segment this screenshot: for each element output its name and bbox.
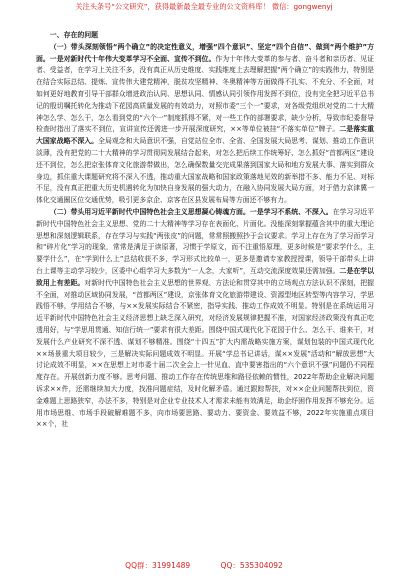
paragraph-1-text-2: 全局观念和大局意识不强，自觉站位全市、全省、全国发展大局思考、谋划、推动工作意识淡薄，没有把党的二十大精神的学习贯彻同发展结合起来，对怎么把后续工作统筹好、怎么抓好“首都两区”建设还不到位，怎么把京张体育文化旅游带做出，怎么确保数量交完成果落到国家大局和地方发展大事、落实到群众身边，抓住重大课题研究将不深入不透，推动重大国家战略和国家政策落地见效的新举措不多、能力不足、对标不足，没有真正把重大历史机遇转化为加快自身发展的强大动力，在融入协同发展大局方面，对于借力京津冀一体化交通圈区位交通优势，吸引更多京企、京客在区县发展布局等方面还不够有力。 xyxy=(36,137,375,205)
paragraph-2-bold: （二）带头用习近平新时代中国特色社会主义思想凝心铸魂方面。一是学习不系统、不深入。 xyxy=(49,207,333,216)
paragraph-2 xyxy=(36,207,374,431)
paragraph-1-bold: （一）带头深刻领悟“两个确立”的决定性意义，增强“四个意识”、坚定“四个自信”、做到“两个维护”方面。一是对新时代十年伟大变革学习不全面、宣传不到位。 xyxy=(36,42,374,63)
paragraph-2-text-2: 对新时代中国特色社会主义思想的世界观、方法论和贯穿其中的立场观点方法认识不深刻，把握不全面，对推动区域协同发展，“首都两区”建设，京张体育文化旅游带建设、资源型地区转型等内容学习，学思践悟不够，学用结合不够，与××发展实际结合不紧密，指导实践、推动工作成效不明显。特别是在系统运用习近平新时代中国特色社会主义经济思想上缺乏深入研究，对经济发展规律把握不准，对国家经济政策没有真正吃透用好，与“学思用贯通、知信行统一”要求有很大差距。围绕中国式现代化下花园于什么、怎么干、谁来干，对发展什么产业研究不深不透、谋划不够精准。围绕“十四五”扩大内需战略实施方案，谋划包装的中国式现代化××场景重大项目较少，三是解决实际问题成效不明显。开展“学总书记讲话，谋××发展”活动和“解放思想”大讨论成效不明显，××在思想上对市委十届二次全会上一针见血、直中要害指出的“六个意识不强”问题仍不同程度存在。开展创新力度不够。思考问题、推动工作存在传统思维和路径依赖的惯性，2022年帮助企业解决问题诉求××件，还需继续加大力度，找准问题症结，及时化解矛盾。通过跟踪帮扶，对××企业问题帮扶到位，资金难题上思路狭窄，办法不多，特别是对企业专业技术人才需求未能有效满足，助企纾困作用发挥不够充分。运用市场思维、市场手段破解难题不多，向市场要思路、要动力、要资金、要效益不够，2022年实施重点项目××个，社 xyxy=(36,278,375,429)
header-banner: 关注头条号“公文研究”，获得最新最全最专业的公文资料库！ 微信：gongwenyj xyxy=(75,2,333,11)
paragraph-1-bold-2: 二是落实重大国家战略不深入。 xyxy=(36,125,375,146)
footer-qq-1: QQ群：31991489 xyxy=(125,561,191,570)
document-body xyxy=(36,30,374,431)
footer-qq-2: QQ：535304092 xyxy=(220,561,283,570)
footer-contact xyxy=(0,561,408,571)
paragraph-2-bold-2: 二是在学以致用上有差距。 xyxy=(36,266,375,287)
paragraph-1-text: 作为十年伟大变革的参与者、奋斗者和亲历者、见证者、受益者，在学习上关注不多，没有真正从历史维度、实践维度上去理解把握“两个确立”的实践伟力，特别是在结合实际总结、提炼、宣传伟大建党精神，脱贫攻坚精神、冬奥精神等方面做得不扎实、不充分、不全面，对如何更好地教育引导干部群众增进政治认同、思想认同、情感认同引领作用发挥不到位，没有完全把习近平总书记的殷切嘱托转化为推动下花园高质量发展的有效动力，对照市委“三个一”要求，对各级党组织对党的二十大精神怎么学、怎么干，怎么看到党的“六个一”制度抓得不紧，对一些工作的部署要求，缺少分析，导致市纪委督导检查时指出了落实不到位，宣讲宣传还需进一步开展深度研究，××等单位被挂“不落实单位”牌子。 xyxy=(36,54,375,134)
paragraph-2-text: 在学习习近平新时代中国特色社会主义思想、党的二十大精神等学习存在表面化、片面化。没能深刻掌握蕴含其中的重大理论思想和深刻逻辑联系，存在学习与实践“两张皮”的问题，常常照搬照抄于会议要求。学习上存在为了学习而学习和“碎片化”学习的现象，常常是满足于读原著，习惯于学原文，而不注重悟原理，更多时候是“要求学什么，主要学什么”，在“学到什么上”总结收获不多，学习形式比较单一，更多是邀请专家教授授课，领导干部带头上讲台上课等主动学习较少，区委中心组学习大多数为“一人念，大家听”，互动交流深度效果还需加强。 xyxy=(36,207,375,275)
section-heading: 一、存在的问题 xyxy=(49,31,99,39)
paragraph-1 xyxy=(36,42,374,207)
